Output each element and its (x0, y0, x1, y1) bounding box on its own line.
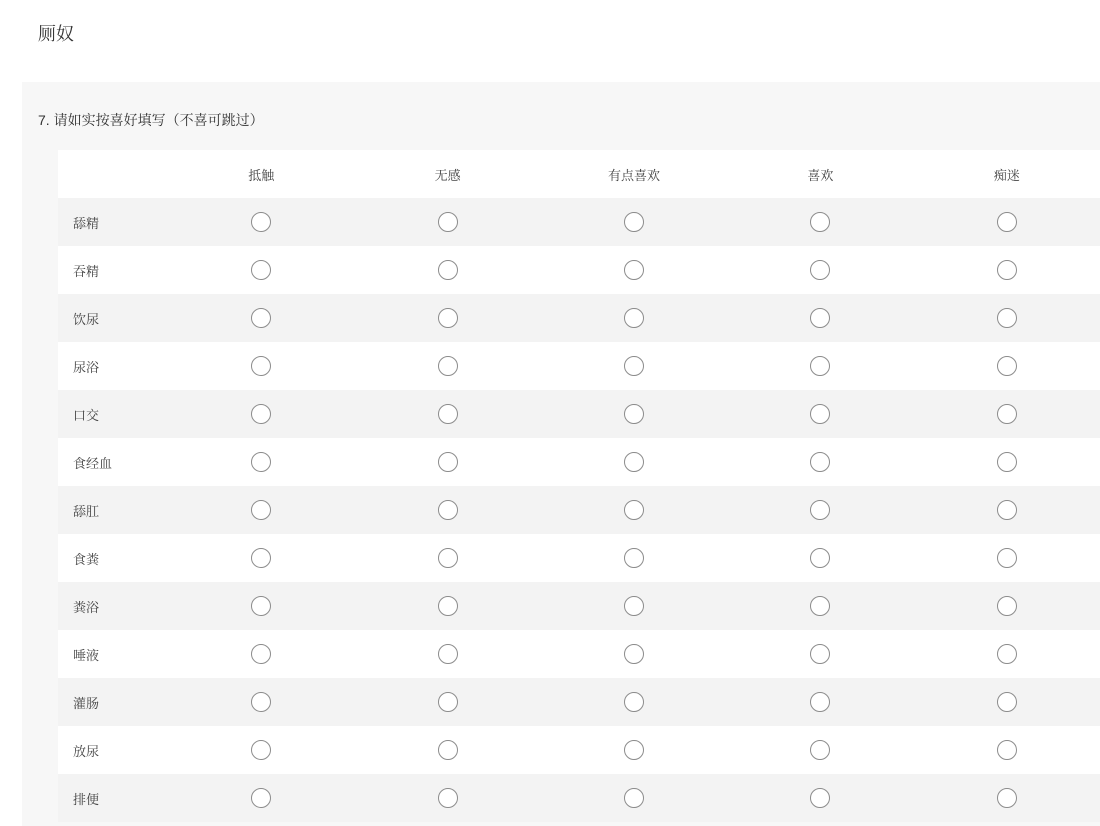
radio-cell (727, 404, 913, 424)
row-label: 食粪 (73, 551, 100, 567)
row-label: 口交 (73, 407, 100, 423)
radio-cell (354, 740, 540, 760)
question-panel (22, 82, 1100, 826)
radio-cell (727, 356, 913, 376)
radio-button[interactable] (624, 260, 644, 280)
radio-cell (354, 548, 540, 568)
column-header-2: 有点喜欢 (608, 167, 661, 183)
radio-cell (914, 644, 1100, 664)
page-header (0, 0, 1100, 82)
radio-cell (354, 404, 540, 424)
radio-button[interactable] (438, 404, 458, 424)
radio-button[interactable] (251, 692, 271, 712)
radio-cell (914, 596, 1100, 616)
matrix-row (58, 294, 1100, 342)
radio-button[interactable] (997, 356, 1017, 376)
column-header-1: 无感 (434, 167, 461, 183)
radio-cell (914, 692, 1100, 712)
radio-cell (727, 260, 913, 280)
radio-cell (727, 596, 913, 616)
matrix-header-row (58, 150, 1100, 198)
row-label: 食经血 (73, 455, 113, 471)
radio-cell (727, 452, 913, 472)
radio-cell (168, 740, 354, 760)
radio-button[interactable] (624, 596, 644, 616)
radio-button[interactable] (997, 644, 1017, 664)
radio-cell (541, 452, 727, 472)
matrix-row (58, 198, 1100, 246)
radio-cell (168, 500, 354, 520)
row-label: 舔肛 (73, 503, 100, 519)
radio-cell (727, 500, 913, 520)
column-header-3: 喜欢 (807, 167, 834, 183)
radio-button[interactable] (438, 596, 458, 616)
radio-cell (168, 260, 354, 280)
radio-cell (914, 548, 1100, 568)
radio-button[interactable] (438, 308, 458, 328)
radio-button[interactable] (997, 404, 1017, 424)
row-label: 粪浴 (73, 599, 100, 615)
matrix-row (58, 246, 1100, 294)
radio-button[interactable] (438, 260, 458, 280)
radio-button[interactable] (997, 596, 1017, 616)
radio-button[interactable] (997, 788, 1017, 808)
radio-cell (914, 788, 1100, 808)
radio-cell (354, 452, 540, 472)
radio-cell (168, 548, 354, 568)
radio-button[interactable] (624, 404, 644, 424)
radio-button[interactable] (810, 692, 830, 712)
matrix-row (58, 390, 1100, 438)
radio-button[interactable] (624, 452, 644, 472)
radio-button[interactable] (251, 596, 271, 616)
radio-cell (168, 308, 354, 328)
radio-button[interactable] (810, 356, 830, 376)
radio-cell (914, 308, 1100, 328)
radio-button[interactable] (438, 692, 458, 712)
radio-cell (541, 212, 727, 232)
radio-cell (354, 500, 540, 520)
matrix-row (58, 534, 1100, 582)
radio-button[interactable] (997, 212, 1017, 232)
radio-cell (914, 452, 1100, 472)
matrix-row (58, 678, 1100, 726)
radio-button[interactable] (251, 404, 271, 424)
radio-cell (541, 596, 727, 616)
radio-button[interactable] (810, 404, 830, 424)
radio-button[interactable] (810, 644, 830, 664)
radio-button[interactable] (251, 500, 271, 520)
radio-cell (354, 212, 540, 232)
radio-cell (727, 212, 913, 232)
radio-cell (354, 260, 540, 280)
radio-button[interactable] (997, 740, 1017, 760)
radio-button[interactable] (810, 740, 830, 760)
radio-button[interactable] (251, 548, 271, 568)
radio-button[interactable] (810, 596, 830, 616)
radio-cell (541, 644, 727, 664)
matrix-row (58, 342, 1100, 390)
radio-button[interactable] (624, 500, 644, 520)
radio-button[interactable] (810, 308, 830, 328)
radio-cell (914, 740, 1100, 760)
radio-cell (914, 212, 1100, 232)
radio-button[interactable] (251, 356, 271, 376)
radio-button[interactable] (624, 212, 644, 232)
radio-button[interactable] (810, 212, 830, 232)
radio-cell (168, 788, 354, 808)
radio-button[interactable] (438, 788, 458, 808)
radio-cell (541, 356, 727, 376)
radio-button[interactable] (624, 692, 644, 712)
question-title: 7. 请如实按喜好填写（不喜可跳过） (38, 112, 264, 128)
page-title: 厕奴 (38, 24, 74, 44)
radio-button[interactable] (997, 308, 1017, 328)
radio-cell (914, 356, 1100, 376)
radio-cell (168, 644, 354, 664)
radio-cell (541, 260, 727, 280)
radio-cell (541, 404, 727, 424)
radio-cell (354, 692, 540, 712)
radio-cell (541, 308, 727, 328)
row-label: 灌肠 (73, 695, 100, 711)
radio-cell (727, 308, 913, 328)
radio-cell (541, 740, 727, 760)
radio-cell (541, 788, 727, 808)
radio-button[interactable] (810, 788, 830, 808)
matrix-row (58, 630, 1100, 678)
radio-button[interactable] (438, 356, 458, 376)
radio-cell (168, 596, 354, 616)
radio-button[interactable] (251, 212, 271, 232)
radio-button[interactable] (624, 308, 644, 328)
radio-button[interactable] (251, 644, 271, 664)
row-label: 放尿 (73, 743, 100, 759)
matrix-row (58, 582, 1100, 630)
radio-button[interactable] (438, 644, 458, 664)
radio-button[interactable] (810, 500, 830, 520)
column-header-0: 抵触 (248, 167, 275, 183)
row-label: 吞精 (73, 263, 100, 279)
radio-button[interactable] (251, 260, 271, 280)
row-label: 舔精 (73, 215, 100, 231)
radio-button[interactable] (624, 788, 644, 808)
radio-cell (354, 308, 540, 328)
radio-button[interactable] (997, 260, 1017, 280)
radio-cell (727, 788, 913, 808)
radio-button[interactable] (810, 548, 830, 568)
row-label: 唾液 (73, 647, 100, 663)
matrix-row (58, 726, 1100, 774)
radio-button[interactable] (997, 452, 1017, 472)
radio-cell (541, 500, 727, 520)
radio-button[interactable] (251, 452, 271, 472)
radio-button[interactable] (438, 500, 458, 520)
matrix-row (58, 774, 1100, 822)
matrix-row (58, 486, 1100, 534)
radio-button[interactable] (997, 692, 1017, 712)
matrix-table (58, 150, 1100, 822)
radio-cell (168, 452, 354, 472)
radio-cell (168, 212, 354, 232)
radio-button[interactable] (810, 452, 830, 472)
radio-button[interactable] (438, 548, 458, 568)
radio-button[interactable] (438, 740, 458, 760)
matrix-body (58, 198, 1100, 822)
radio-button[interactable] (624, 548, 644, 568)
row-label: 尿浴 (73, 359, 100, 375)
radio-cell (168, 404, 354, 424)
radio-cell (541, 692, 727, 712)
row-label: 饮尿 (73, 311, 100, 327)
radio-button[interactable] (997, 548, 1017, 568)
radio-button[interactable] (438, 452, 458, 472)
radio-button[interactable] (251, 308, 271, 328)
radio-button[interactable] (997, 500, 1017, 520)
radio-cell (914, 260, 1100, 280)
radio-cell (914, 500, 1100, 520)
radio-button[interactable] (624, 356, 644, 376)
radio-cell (727, 692, 913, 712)
radio-button[interactable] (624, 644, 644, 664)
radio-cell (354, 788, 540, 808)
radio-button[interactable] (251, 788, 271, 808)
radio-cell (354, 356, 540, 376)
radio-cell (354, 596, 540, 616)
radio-cell (914, 404, 1100, 424)
radio-button[interactable] (624, 740, 644, 760)
radio-cell (354, 644, 540, 664)
radio-button[interactable] (251, 740, 271, 760)
column-header-4: 痴迷 (993, 167, 1020, 183)
matrix-row (58, 438, 1100, 486)
radio-button[interactable] (438, 212, 458, 232)
row-label: 排便 (73, 791, 100, 807)
radio-cell (727, 644, 913, 664)
radio-cell (168, 356, 354, 376)
radio-button[interactable] (810, 260, 830, 280)
radio-cell (727, 740, 913, 760)
radio-cell (541, 548, 727, 568)
radio-cell (168, 692, 354, 712)
radio-cell (727, 548, 913, 568)
